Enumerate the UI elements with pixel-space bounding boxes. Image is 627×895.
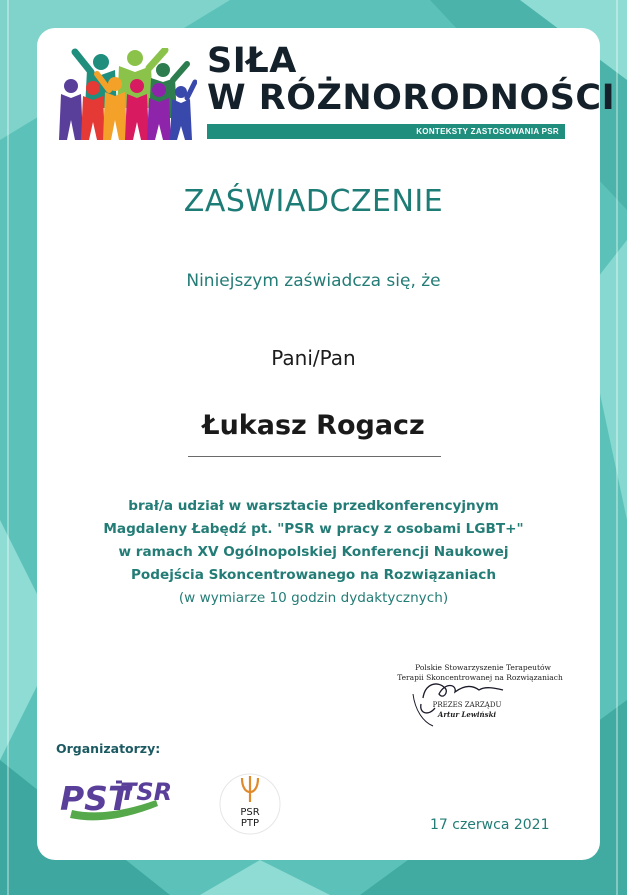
psr-text: PSR xyxy=(240,807,260,818)
logo-title xyxy=(207,43,615,117)
certificate-card xyxy=(37,28,600,860)
issue-date: 17 czerwca 2021 xyxy=(430,817,550,833)
svg-text:PST: PST xyxy=(60,779,131,818)
certificate-intro: Niniejszym zaświadcza się, że xyxy=(186,271,441,291)
stamp-person: Artur Lewiński xyxy=(437,710,497,719)
ptp-text: PTP xyxy=(240,818,260,829)
hours-note: (w wymiarze 10 godzin dydaktycznych) xyxy=(178,590,449,606)
stamp-line2: Terapii Skoncentrowanej na Rozwiązaniach xyxy=(397,673,563,682)
psr-ptp-logo xyxy=(218,772,282,836)
body-line: Podejścia Skoncentrowanego na Rozwiązaniach xyxy=(130,567,497,583)
svg-text:TSR: TSR xyxy=(120,778,173,806)
logo-title-line1: SIŁA xyxy=(207,41,297,81)
body-line: Magdaleny Łabędź pt. "PSR w pracy z osobami LGBT+" xyxy=(103,521,524,537)
stamp-line1: Polskie Stowarzyszenie Terapeutów xyxy=(415,663,551,672)
people-logo-icon xyxy=(57,48,197,143)
recipient-name: Łukasz Rogacz xyxy=(202,410,425,441)
logo-tagline: KONTEKSTY ZASTOSOWANIA PSR xyxy=(207,124,565,139)
body-line: brał/a udział w warsztacie przedkonferencyjnym xyxy=(128,498,499,514)
signature-stamp xyxy=(385,660,565,730)
salutation: Pani/Pan xyxy=(271,346,356,370)
name-underline xyxy=(188,456,441,457)
logo-title-line2: W RÓŻNORODNOŚCI xyxy=(207,78,616,118)
pst-tsr-logo xyxy=(58,770,173,830)
certificate-body xyxy=(60,495,567,610)
body-line: w ramach XV Ogólnopolskiej Konferencji Naukowej xyxy=(118,544,509,560)
certificate-title: ZAŚWIADCZENIE xyxy=(183,184,444,219)
stamp-role: PREZES ZARZĄDU xyxy=(432,701,502,709)
organizers-label: Organizatorzy: xyxy=(56,741,161,756)
